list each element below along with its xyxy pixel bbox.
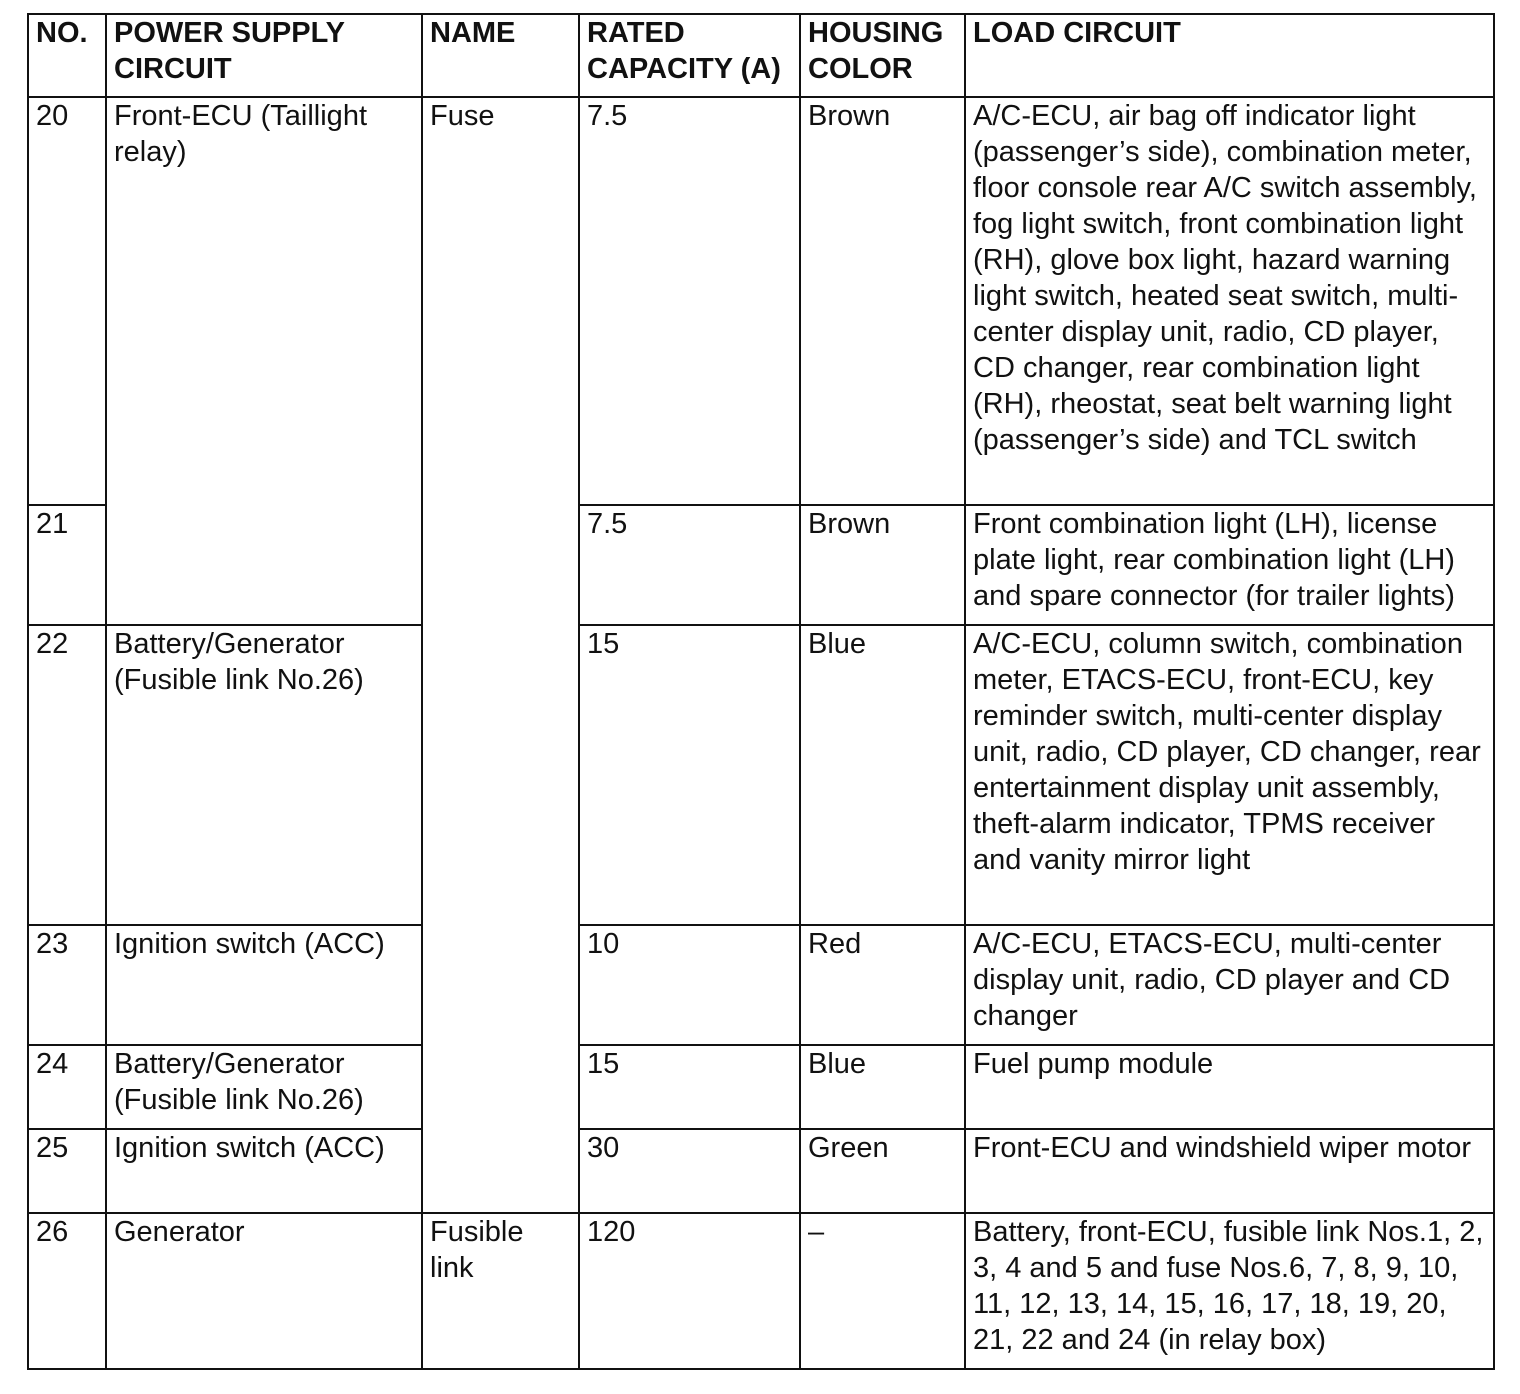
header-row — [28, 14, 1494, 97]
cell-load-circuit: A/C-ECU, ETACS-ECU, multi-center display unit, radio, CD player and CD changer — [965, 925, 1494, 1045]
cell-no: 22 — [28, 625, 106, 925]
cell-housing-color: Blue — [800, 1045, 965, 1129]
cell-housing-color: Red — [800, 925, 965, 1045]
cell-name: Fusible link — [422, 1213, 579, 1369]
cell-housing-color: Blue — [800, 625, 965, 925]
cell-housing-color: – — [800, 1213, 965, 1369]
cell-load-circuit: A/C-ECU, air bag off indicator light (passenger’s side), combination meter, floor console rear A/C switch assembly, fog light switch, front combination light (RH), glove box light, hazard warning light switch, heated seat switch, multi-center display unit, radio, CD player, CD changer, rear combination light (RH), rheostat, seat belt warning light (passenger’s side) and TCL switch — [965, 97, 1494, 505]
header-load-circuit: LOAD CIRCUIT — [965, 14, 1494, 97]
cell-no: 24 — [28, 1045, 106, 1129]
cell-rated-capacity: 15 — [579, 1045, 800, 1129]
table-row — [28, 1129, 1494, 1213]
cell-load-circuit: A/C-ECU, column switch, combination meter, ETACS-ECU, front-ECU, key reminder switch, multi-center display unit, radio, CD player, CD changer, rear entertainment display unit assembly, theft-alarm indicator, TPMS receiver and vanity mirror light — [965, 625, 1494, 925]
cell-no: 23 — [28, 925, 106, 1045]
table-row — [28, 1045, 1494, 1129]
header-power-supply: POWER SUPPLY CIRCUIT — [106, 14, 422, 97]
cell-power-supply: Ignition switch (ACC) — [106, 925, 422, 1045]
cell-housing-color: Brown — [800, 97, 965, 505]
fuse-table — [27, 13, 1495, 1370]
header-name: NAME — [422, 14, 579, 97]
cell-load-circuit: Battery, front-ECU, fusible link Nos.1, 2, 3, 4 and 5 and fuse Nos.6, 7, 8, 9, 10, 11, 12, 13, 14, 15, 16, 17, 18, 19, 20, 21, 22 and 24 (in relay box) — [965, 1213, 1494, 1369]
table-row — [28, 625, 1494, 925]
cell-name: Fuse — [422, 97, 579, 1213]
cell-power-supply: Generator — [106, 1213, 422, 1369]
cell-rated-capacity: 120 — [579, 1213, 800, 1369]
cell-power-supply: Ignition switch (ACC) — [106, 1129, 422, 1213]
cell-rated-capacity: 7.5 — [579, 505, 800, 625]
cell-load-circuit: Front-ECU and windshield wiper motor — [965, 1129, 1494, 1213]
table-row — [28, 925, 1494, 1045]
cell-housing-color: Green — [800, 1129, 965, 1213]
cell-no: 21 — [28, 505, 106, 625]
cell-rated-capacity: 10 — [579, 925, 800, 1045]
table-row — [28, 97, 1494, 505]
cell-power-supply: Front-ECU (Taillight relay) — [106, 97, 422, 625]
header-no: NO. — [28, 14, 106, 97]
cell-load-circuit: Front combination light (LH), license plate light, rear combination light (LH) and spare connector (for trailer lights) — [965, 505, 1494, 625]
cell-housing-color: Brown — [800, 505, 965, 625]
header-rated-capacity: RATED CAPACITY (A) — [579, 14, 800, 97]
cell-rated-capacity: 30 — [579, 1129, 800, 1213]
cell-no: 20 — [28, 97, 106, 505]
cell-rated-capacity: 7.5 — [579, 97, 800, 505]
cell-load-circuit: Fuel pump module — [965, 1045, 1494, 1129]
cell-power-supply: Battery/Generator (Fusible link No.26) — [106, 1045, 422, 1129]
cell-rated-capacity: 15 — [579, 625, 800, 925]
cell-no: 26 — [28, 1213, 106, 1369]
cell-no: 25 — [28, 1129, 106, 1213]
table-row — [28, 1213, 1494, 1369]
header-housing-color: HOUSING COLOR — [800, 14, 965, 97]
cell-power-supply: Battery/Generator (Fusible link No.26) — [106, 625, 422, 925]
